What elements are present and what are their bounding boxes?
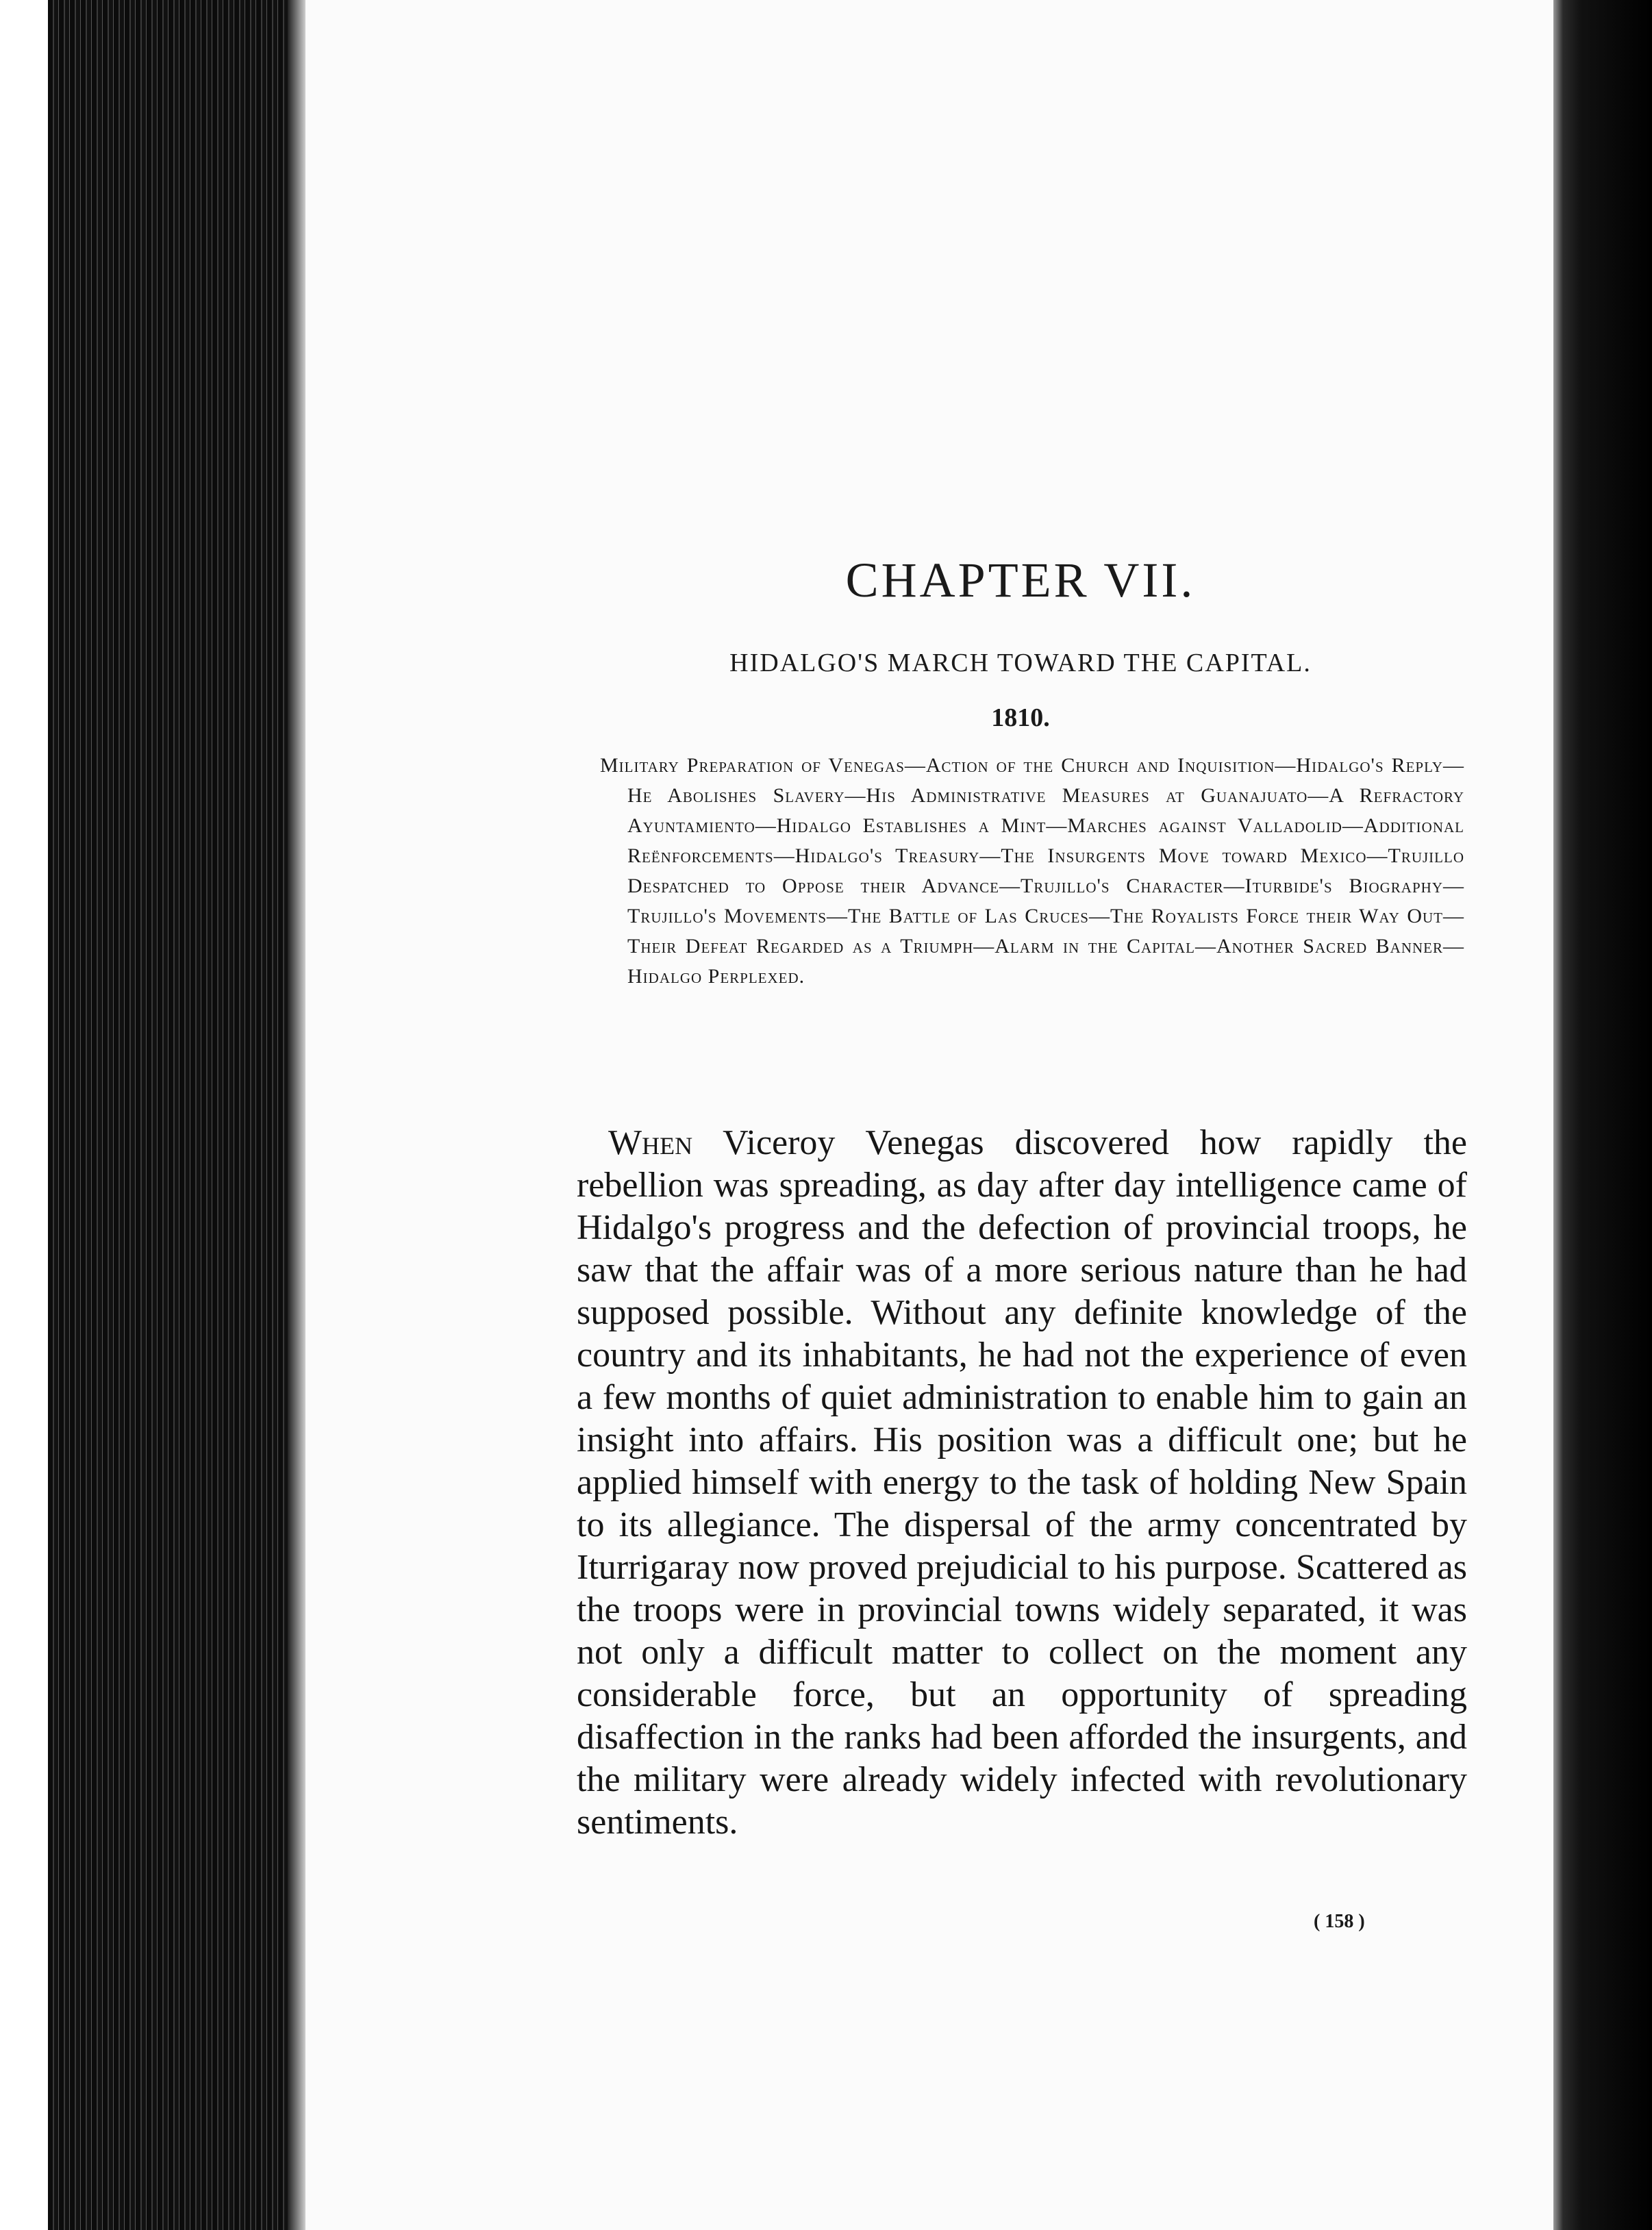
book-page [305,0,1553,2230]
page-gutter-shadow [288,0,305,2230]
page-number: ( 158 ) [1314,1911,1365,1932]
lead-word: When [608,1123,693,1162]
right-page-edge [1553,0,1652,2230]
body-paragraph [577,1122,1467,1844]
chapter-subtitle: HIDALGO'S MARCH TOWARD THE CAPITAL. [729,649,1312,677]
chapter-year: 1810. [991,703,1050,732]
paragraph-text: Viceroy Venegas discovered how rapidly the rebellion was spreading, as day after day intelligence came of Hidalgo's progress and the defection of provincial troops, he saw that the affair was of a more serious nature than he had supposed possible. Without any definite knowledge of the country and its inhabitants, he had not the experience of even a few months of quiet administration to enable him to gain an insight into affairs. His position was a difficult one; but he applied himself with energy to the task of holding New Spain to its allegiance. The dispersal of the army concentrated by Iturrigaray now proved prejudicial to his purpose. Scattered as the troops were in provincial towns widely separated, it was not only a difficult matter to collect on the moment any considerable force, but an opportunity of spreading disaffection in the ranks had been afforded the insurgents, and the military were already widely infected with revolutionary sentiments. [577,1123,1467,1842]
chapter-summary: Military Preparation of Venegas—Action of the Church and Inquisition—Hidalgo's Reply—He Abolishes Slavery—His Administrative Measures at Guanajuato—A Refractory Ayuntamiento—Hidalgo Establishes a Mint—Marches against Valladolid—Additional Reënforcements—Hidalgo's Treasury—The Insurgents Move toward Mexico—Trujillo Despatched to Oppose their Advance—Trujillo's Character—Iturbide's Biography—Trujillo's Movements—The Battle of Las Cruces—The Royalists Force their Way Out—Their Defeat Regarded as a Triumph—Alarm in the Capital—Another Sacred Banner—Hidalgo Perplexed. [600,754,1464,988]
chapter-title: CHAPTER VII. [845,553,1196,607]
book-spine-edge [48,0,301,2230]
